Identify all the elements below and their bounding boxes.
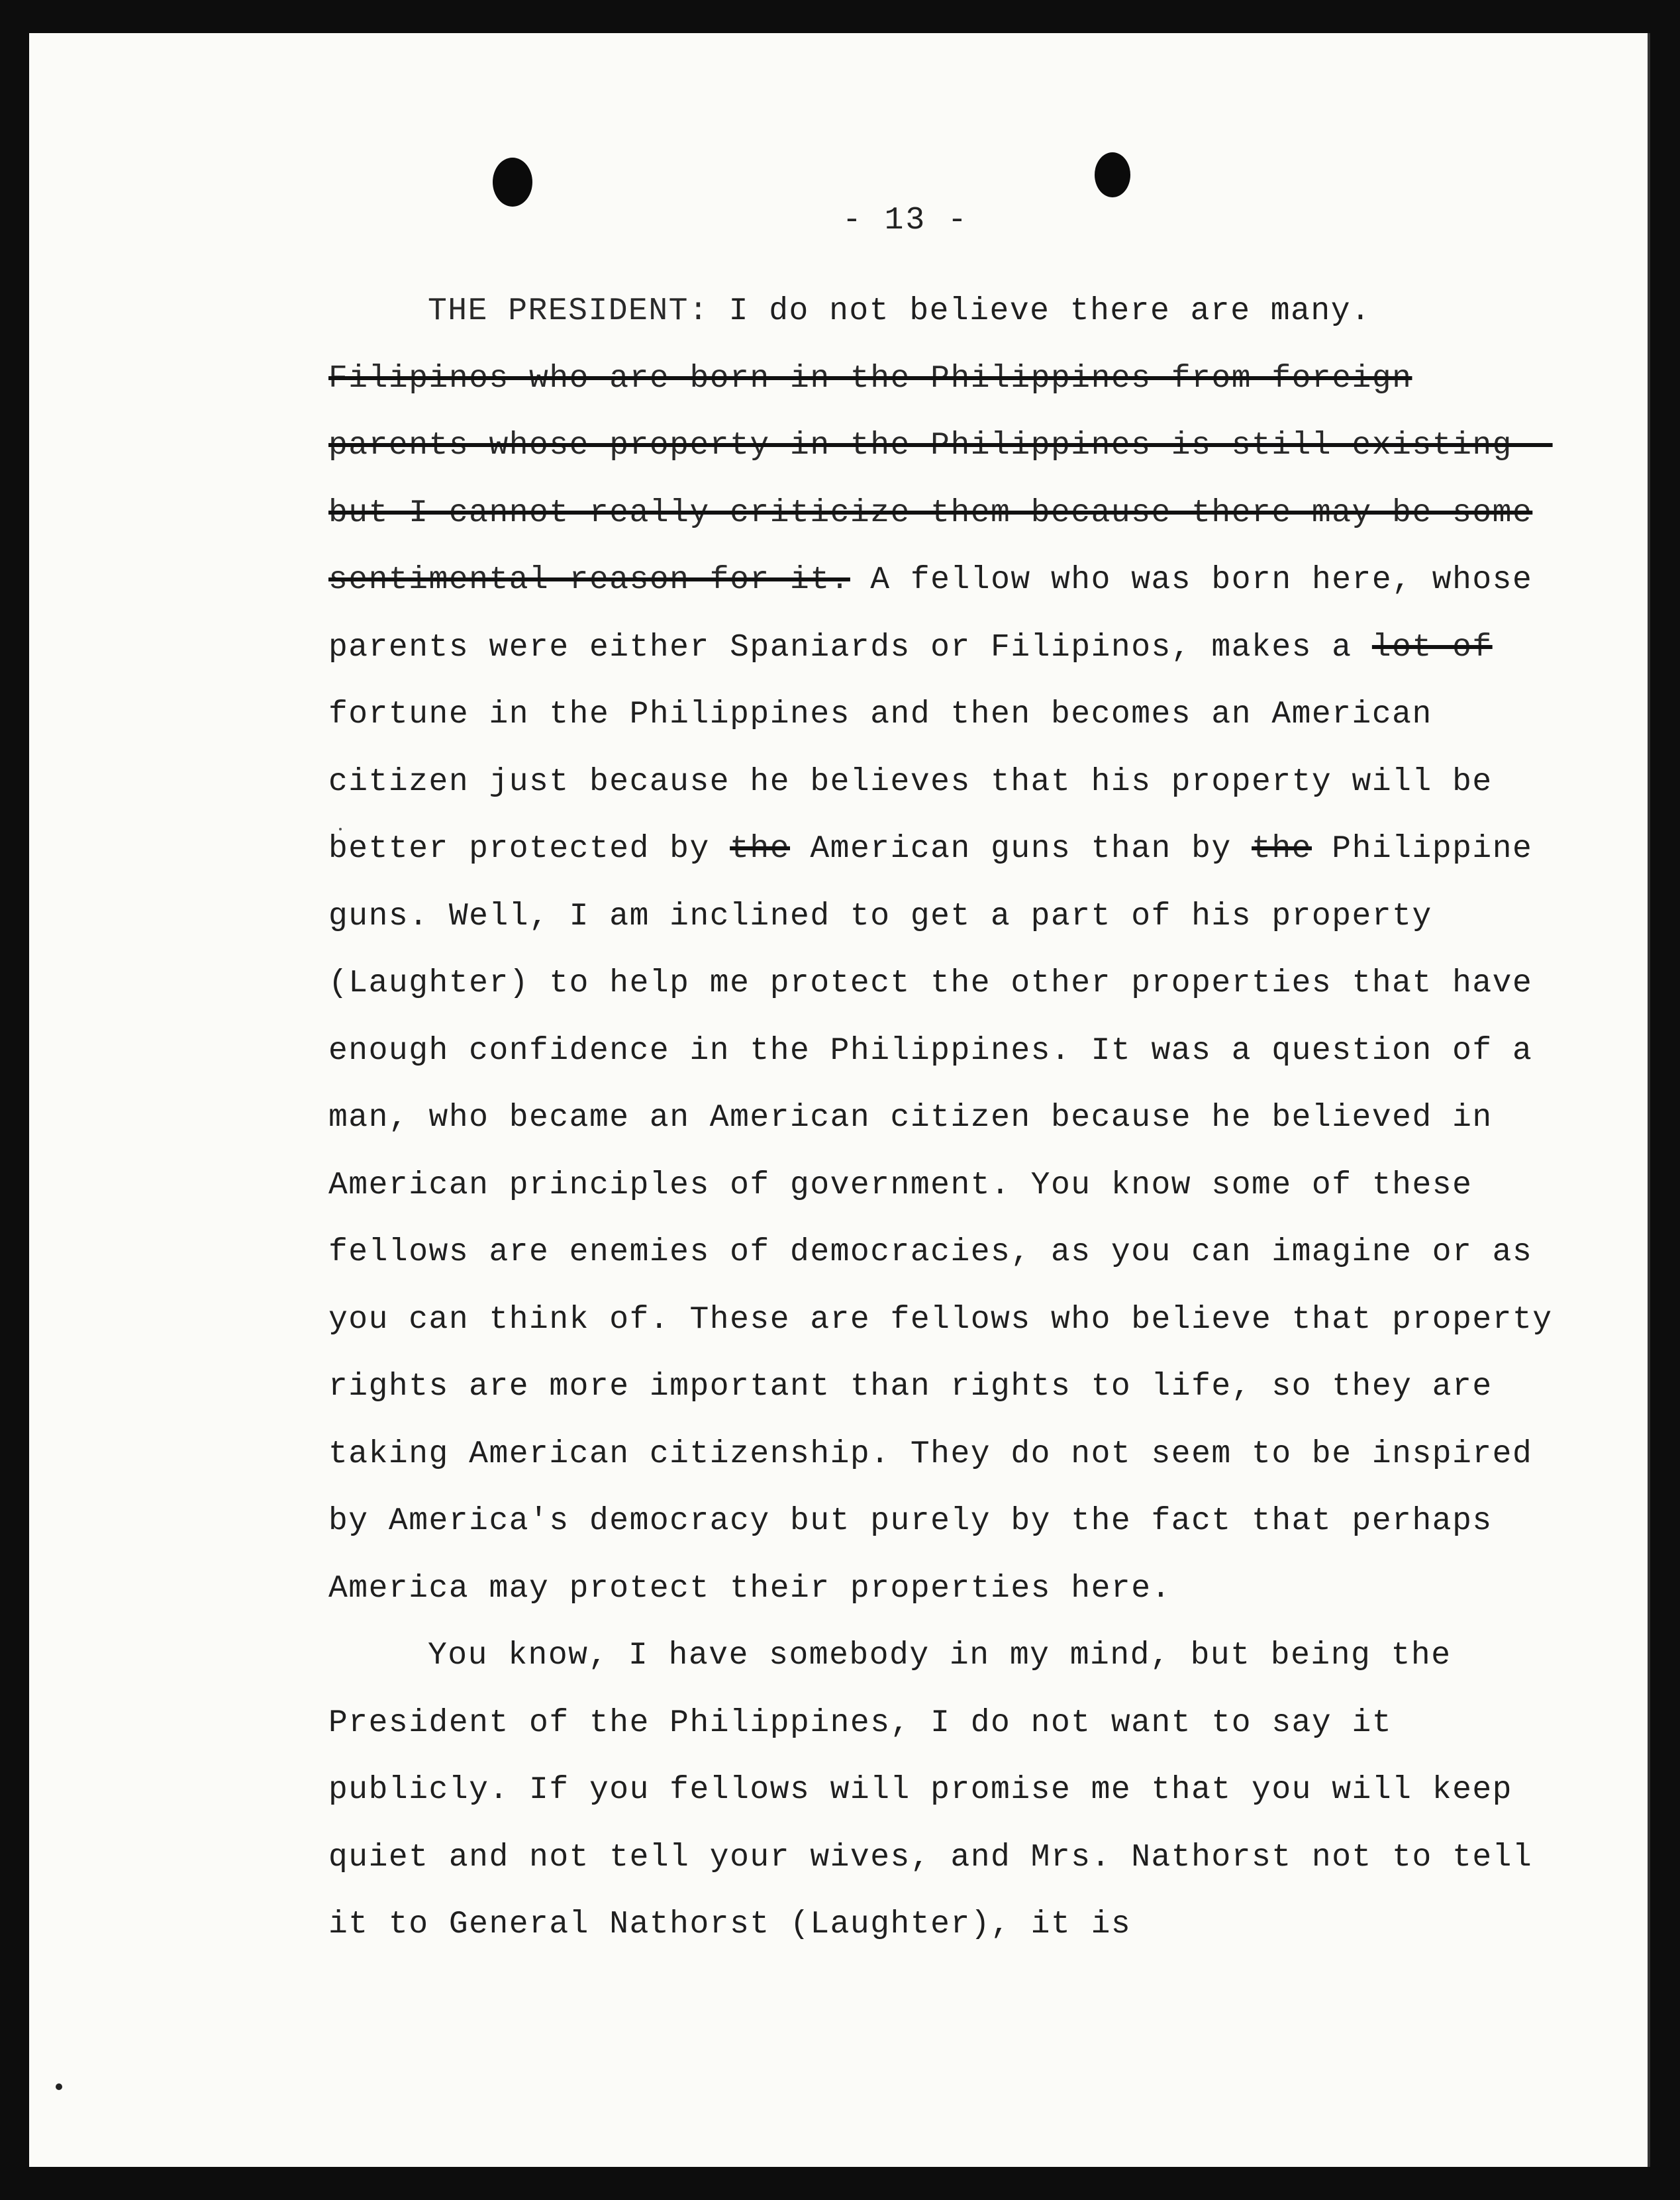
body-text-b: fortune in the Philippines and then becomes an American citizen just because he believes that his property will be better protected by <box>328 697 1493 867</box>
speaker-label: THE PRESIDENT: <box>428 293 709 329</box>
struck-out-passage: Filipinos who are born in the Philippines from foreign parents whose property in the Philippines is still existing - but I cannot really criticize them because there may be some sentimental reason for it. <box>328 360 1553 598</box>
paragraph2-text: You know, I have somebody in my mind, but being the President of the Philippines, I do not want to say it publicly. If you fellows will promise me that you will keep quiet and not tell your wives, and Mrs. Nathorst not to tell it to General Nathorst (Laughter), it is <box>328 1638 1533 1942</box>
body-text-a: A fellow who was born here, whose parents were either Spaniards or Filipinos, makes a <box>328 562 1533 666</box>
struck-word-lot-of: lot of <box>1371 629 1493 666</box>
struck-word-the-2: the <box>1252 831 1312 867</box>
punch-hole-left <box>493 158 532 207</box>
page-number: - 13 - <box>842 203 969 238</box>
opening-sentence: I do not believe there are many. <box>728 293 1371 329</box>
body-text-c: American guns than by <box>810 831 1232 867</box>
body-text-d: Philippine guns. Well, I am inclined to get a part of his property (Laughter) to help me protect the other properties that have enough confidence in the Philippines. It was a question of a man, <box>328 831 1533 1136</box>
struck-word-the-1: the <box>730 831 791 867</box>
punch-hole-right <box>1095 152 1130 197</box>
paragraph-somebody-in-mind <box>328 1623 1554 1959</box>
body-text-e: who became an American citizen because he believed in American principles of government. You know some of these fellows are enemies of democracies, as you can imagine or as you can think of. These are fellows who believe that property rights are more important than rights to life, so they are taking American citizenship. They do not seem to be inspired by America's democracy but purely by the fact that perhaps America may protect their properties here. <box>328 1100 1553 1607</box>
ink-speck <box>339 828 342 830</box>
document-page <box>29 33 1650 2167</box>
paragraph-president-remarks <box>328 278 1554 1623</box>
transcript-body <box>328 278 1554 1959</box>
ink-speck <box>56 2083 62 2090</box>
